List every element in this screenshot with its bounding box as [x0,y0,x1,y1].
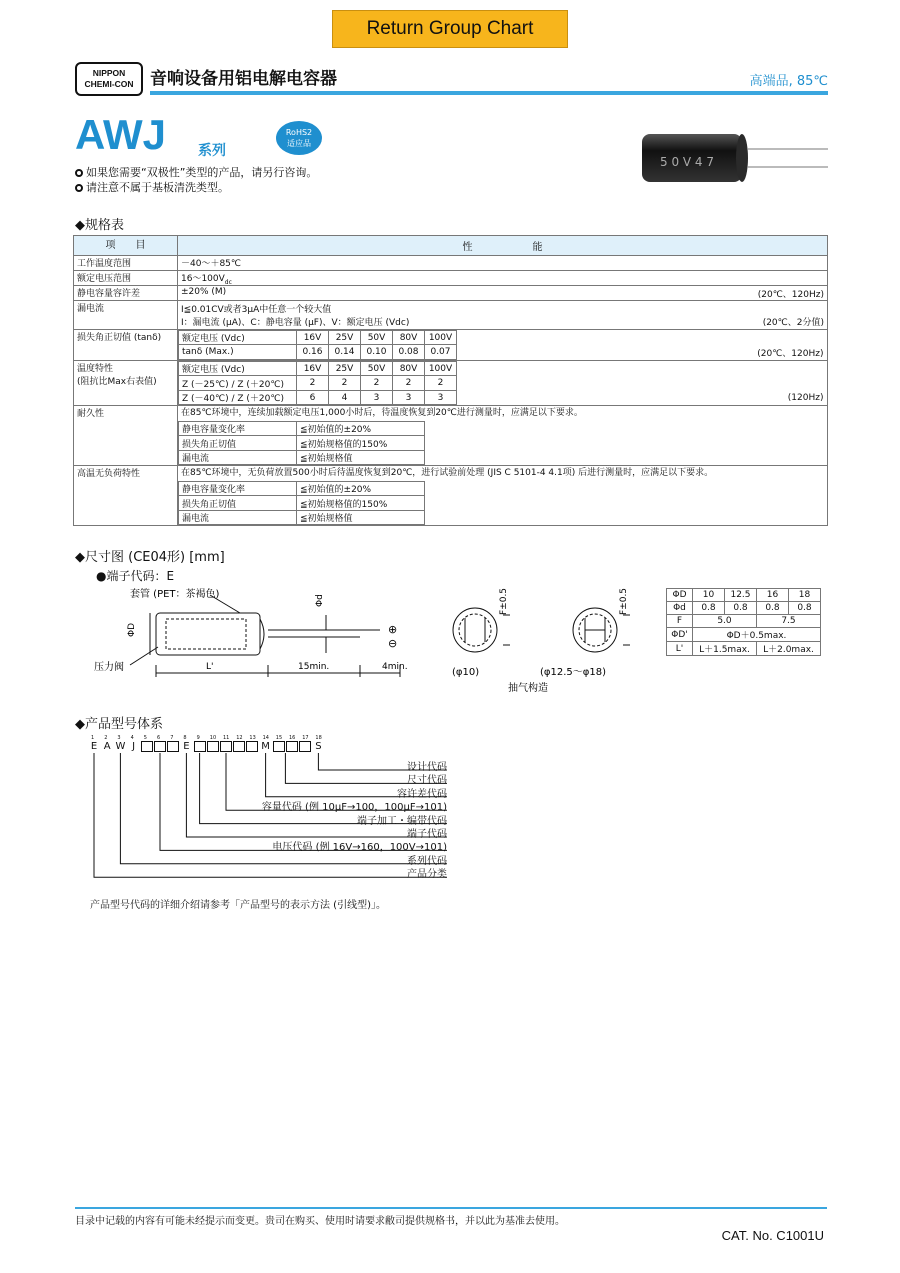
end-item3-label: 漏电流 [179,450,297,465]
page-title: 音响设备用铝电解电容器 [150,69,337,89]
footer-disclaimer: 目录中记载的内容有可能未经提示而变更。贵司在购买、使用时请要求敝司提供规格书，并以此为基准去使用。 [75,1216,565,1227]
tc-z25-2: 2 [361,376,393,391]
endurance-item-1 [179,421,425,436]
capacitor-photo [640,128,830,188]
tan-val3: 0.08 [393,345,425,360]
leakage-label: 漏电流 [74,300,178,329]
dim-phiD-0: 10 [693,589,725,602]
temp-char-z25-row [179,376,827,391]
rohs-badge [276,121,322,155]
tc-z40-4: 3 [425,390,457,405]
part-digit-box: S [315,741,322,752]
tc-v1: 25V [329,361,361,376]
tan-row2-label: tanδ (Max.) [179,345,297,360]
part-digit-box [233,741,245,752]
dim-F-label: F [667,615,693,628]
leader-line [318,753,447,770]
dim-row-phid [667,602,821,615]
tan-voltage-row [179,330,827,345]
dim-phid-label: Φd [667,602,693,615]
dim-phiD-label: ΦD [667,589,693,602]
min4-label: 4min. [382,662,408,672]
terminal-code: ●端子代码：E [96,569,175,583]
part-digit-box [220,741,232,752]
temp-char-inner-table [178,361,827,406]
shelf-item2-label: 损失角正切值 [179,496,297,511]
shelf-item1-label: 静电容量变化率 [179,481,297,496]
leakage-cell [178,300,828,329]
dim-phid-0: 0.8 [693,602,725,615]
leader-line [120,753,447,864]
tan-v2: 50V [361,330,393,345]
temp-range-label: 工作温度范围 [74,256,178,271]
vent-label: 压力阀 [94,662,124,673]
tc-blank2 [457,376,827,391]
tc-z25-4: 2 [425,376,457,391]
part-digit-index: 5 [143,735,147,741]
dim-row-Lp [667,642,821,656]
nippon-chemicon-logo [75,62,143,96]
tan-v3: 80V [393,330,425,345]
part-code-label: 产品分类 [407,869,447,881]
note-2 [75,179,229,195]
leakage-row [74,300,828,329]
tan-cond: (20℃、120Hz) [757,348,824,359]
part-digit-box [167,741,179,752]
tan-row1-label: 额定电压 (Vdc) [179,330,297,345]
endurance-cell [178,406,828,466]
temp-char-voltage-row [179,361,827,376]
dimension-table [666,588,821,656]
temp-char-row [74,360,828,406]
tc-row1-label: 额定电压 (Vdc) [179,361,297,376]
tan-v4: 100V [425,330,457,345]
plus-icon: ⊕ [388,623,398,636]
series-name: AWJ [75,111,167,158]
tan-cell [178,329,828,360]
leakage-value2: I：漏电流 (μA)、C：静电容量 (μF)、V：额定电压 (Vdc) [181,317,410,328]
part-digit-index: 7 [170,735,174,741]
tan-val4: 0.07 [425,345,457,360]
cap-tol-cond: (20℃、120Hz) [757,289,824,300]
part-digit-box: A [103,741,111,752]
leader-line [160,753,447,850]
shelf-desc: 在85℃环境中，无负荷放置500小时后待温度恢复到20℃，进行试验前处理 (JIS C 5101-4 4.1项) 后进行测量时，应满足以下要求。 [181,468,714,479]
part-digit-box [246,741,258,752]
temp-char-label-cell [74,360,178,406]
part-code-label: 电压代码 (例 16V→160，100V→101) [272,842,447,854]
tc-row2-label: Z (－25℃) / Z (＋20℃) [179,376,297,391]
spec-header-row [74,236,828,256]
endurance-desc: 在85℃环境中，连续加载额定电压1,000小时后，待温度恢复到20℃进行测量时，应满足以下要求。 [181,408,583,419]
dim-phid-1: 0.8 [725,602,757,615]
tc-z25-1: 2 [329,376,361,391]
part-code-label: 系列代码 [407,855,447,867]
tc-z40-3: 3 [393,390,425,405]
tan-label: 损失角正切值 (tanδ) [74,329,178,360]
temp-char-label2: (阻抗比Max右表值) [77,376,157,387]
temp-char-label1: 温度特性 [77,363,114,374]
spec-table [73,235,828,526]
part-digit-box: M [261,741,270,752]
temp-char-cell [178,360,828,406]
phiD-label: ΦD [127,622,137,637]
cap-tol-row [74,286,828,301]
part-code-label: 容许差代码 [397,788,447,800]
bullet-icon [75,169,83,177]
temp-range-value: －40～＋85℃ [178,256,828,271]
part-digit-index: 4 [130,735,134,741]
dim-phiD-2: 16 [757,589,789,602]
part-digit-index: 9 [196,735,200,741]
part-digit-index: 10 [209,735,217,741]
shelf-cell [178,466,828,526]
leader-line [226,753,447,810]
return-group-chart-button[interactable]: Return Group Chart [332,10,568,48]
end-item2-value: ≦初始规格值的150% [297,436,425,451]
phid-label: Φd [315,594,325,607]
tc-v4: 100V [425,361,457,376]
note-2-text: 请注意不属于基板清洗类型。 [86,181,229,194]
part-code-label: 尺寸代码 [407,775,447,787]
dim-phid-3: 0.8 [789,602,821,615]
part-digit-box [207,741,219,752]
voltage-range-value: 16～100V [181,273,225,284]
part-digit-index: 16 [289,735,296,741]
tc-v2: 50V [361,361,393,376]
endurance-label: 耐久性 [74,406,178,466]
tc-row3-label: Z (－40℃) / Z (＋20℃) [179,390,297,405]
dim-F-1: 7.5 [757,615,821,628]
leader-line [94,753,447,877]
tan-v1: 25V [329,330,361,345]
bullet-icon [75,184,83,192]
tc-z25-3: 2 [393,376,425,391]
dim-phiDp-value: ΦD＋0.5max. [693,628,821,642]
tc-z25-0: 2 [297,376,329,391]
tc-z40-2: 3 [361,390,393,405]
shelf-row [74,466,828,526]
F-label-1: F±0.5 [499,587,509,615]
F-label-2: F±0.5 [619,587,629,615]
leakage-cond: (20℃、2分值) [762,317,824,328]
endurance-inner-table [178,421,425,466]
part-digit-box [194,741,206,752]
leakage-value1: I≦0.01CV或者3μA中任意一个较大值 [181,304,332,315]
part-digit-box [141,741,153,752]
temp-range-row [74,256,828,271]
part-digit-index: 18 [315,735,322,741]
end-item1-label: 静电容量变化率 [179,421,297,436]
view1-label: (φ10) [452,667,480,678]
part-digit-index: 2 [104,735,108,741]
part-code-label: 端子代码 [407,829,447,840]
svg-text:5 0 V 4 7: 5 0 V 4 7 [660,155,715,169]
series-suffix: 系列 [198,143,226,159]
tan-val2: 0.10 [361,345,393,360]
part-digit-box [154,741,166,752]
end-item1-value: ≦初始值的±20% [297,421,425,436]
part-digit-box [286,741,298,752]
L-label: L' [206,662,214,672]
shelf-item-3 [179,510,425,525]
col-perf: 性 能 [178,236,828,256]
leader-line [200,753,447,824]
dim-phiDp-label: ΦD' [667,628,693,642]
shelf-item2-value: ≦初始规格值的150% [297,496,425,511]
voltage-range-sub: dc [224,278,232,286]
part-digit-box: W [115,741,126,752]
shelf-inner-table [178,481,425,526]
voltage-range-cell [178,270,828,286]
shelf-item1-value: ≦初始值的±20% [297,481,425,496]
endurance-item-2 [179,436,425,451]
dimension-drawing [90,585,650,695]
rohs-line2: 适应品 [287,139,311,148]
dimension-section-title: ◆尺寸图 (CE04形) [mm] [75,550,225,565]
spec-section-title: ◆规格表 [75,218,124,233]
shelf-label: 高温无负荷特性 [74,466,178,526]
part-digit-index: 11 [223,735,230,741]
dim-Lp-0: L＋1.5max. [693,642,757,656]
shelf-item-2 [179,496,425,511]
part-digit-index: 12 [236,735,243,741]
tan-value-row [179,345,827,360]
voltage-range-row [74,270,828,286]
note-1 [75,164,317,180]
tan-val0: 0.16 [297,345,329,360]
leader-line [186,753,447,837]
part-digit-index: 8 [183,735,187,741]
tc-v3: 80V [393,361,425,376]
tan-blank [457,330,827,345]
part-digit-index: 15 [275,735,283,741]
end-item2-label: 损失角正切值 [179,436,297,451]
cap-tol-value: ±20% (M) [181,286,227,297]
dim-Lp-label: L' [667,642,693,656]
dim-row-F [667,615,821,628]
dim-Lp-1: L＋2.0max. [757,642,821,656]
part-digit-index: 14 [262,735,269,741]
part-number-note: 产品型号代码的详细介绍请参考「产品型号的表示方法 (引线型)」。 [90,900,386,911]
tc-blank1 [457,361,827,376]
part-digit-index: 6 [157,735,161,741]
part-digit-box: J [132,741,136,752]
rohs-line1: RoHS2 [285,128,313,137]
logo-line1: NIPPON [92,68,126,78]
view2-label: (φ12.5～φ18) [540,667,606,678]
minus-icon: ⊖ [388,637,398,650]
part-number-section-title: ◆产品型号体系 [75,717,163,732]
tan-v0: 16V [297,330,329,345]
vent-structure-label: 抽气构造 [508,683,548,694]
catalog-number: CAT. No. C1001U [721,1228,824,1243]
part-digit-index: 1 [91,735,95,741]
header-divider [150,91,828,95]
end-item3-value: ≦初始规格值 [297,450,425,465]
leader-line [285,753,447,783]
part-code-label: 设计代码 [407,762,447,773]
leader-line [266,753,447,797]
tan-row [74,329,828,360]
dim-phid-2: 0.8 [757,602,789,615]
min15-label: 15min. [298,662,330,672]
footer-divider [75,1207,827,1209]
part-digit-box: E [90,741,98,752]
tan-val1: 0.14 [329,345,361,360]
endurance-item-3 [179,450,425,465]
part-digit-box [273,741,285,752]
leakage-line2 [181,315,824,328]
note-1-text: 如果您需要“双极性”类型的产品，请另行咨询。 [86,166,318,179]
dim-phiD-3: 18 [789,589,821,602]
part-digit-index: 17 [302,735,309,741]
shelf-item3-value: ≦初始规格值 [297,510,425,525]
cap-tol-cell [178,286,828,301]
part-code-label: 端子加工・编带代码 [357,815,447,827]
dim-phiD-1: 12.5 [725,589,757,602]
temp-char-z40-row [179,390,827,405]
cap-tol-label: 静电容量容许差 [74,286,178,301]
tc-v0: 16V [297,361,329,376]
shelf-item-1 [179,481,425,496]
shelf-item3-label: 漏电流 [179,510,297,525]
endurance-row [74,406,828,466]
tan-inner-table [178,330,827,360]
tc-z40-1: 4 [329,390,361,405]
part-digit-box: E [183,741,190,752]
part-code-label: 容量代码 (例 10μF→100，100μF→101) [261,802,447,814]
part-digit-index: 13 [249,735,256,741]
logo-line2: CHEMI-CON [84,79,134,89]
tc-z40-0: 6 [297,390,329,405]
dim-row-phiDp [667,628,821,642]
voltage-range-label: 额定电压范围 [74,270,178,286]
part-digit-box [299,741,311,752]
dim-F-0: 5.0 [693,615,757,628]
col-item: 项 目 [74,236,178,256]
grade-label: 高端品, 85℃ [749,74,828,89]
dim-row-phiD [667,589,821,602]
sleeve-label: 套管 (PET：茶褐色) [130,589,220,600]
tc-cond: (120Hz) [787,392,824,403]
part-digit-index: 3 [117,735,121,741]
